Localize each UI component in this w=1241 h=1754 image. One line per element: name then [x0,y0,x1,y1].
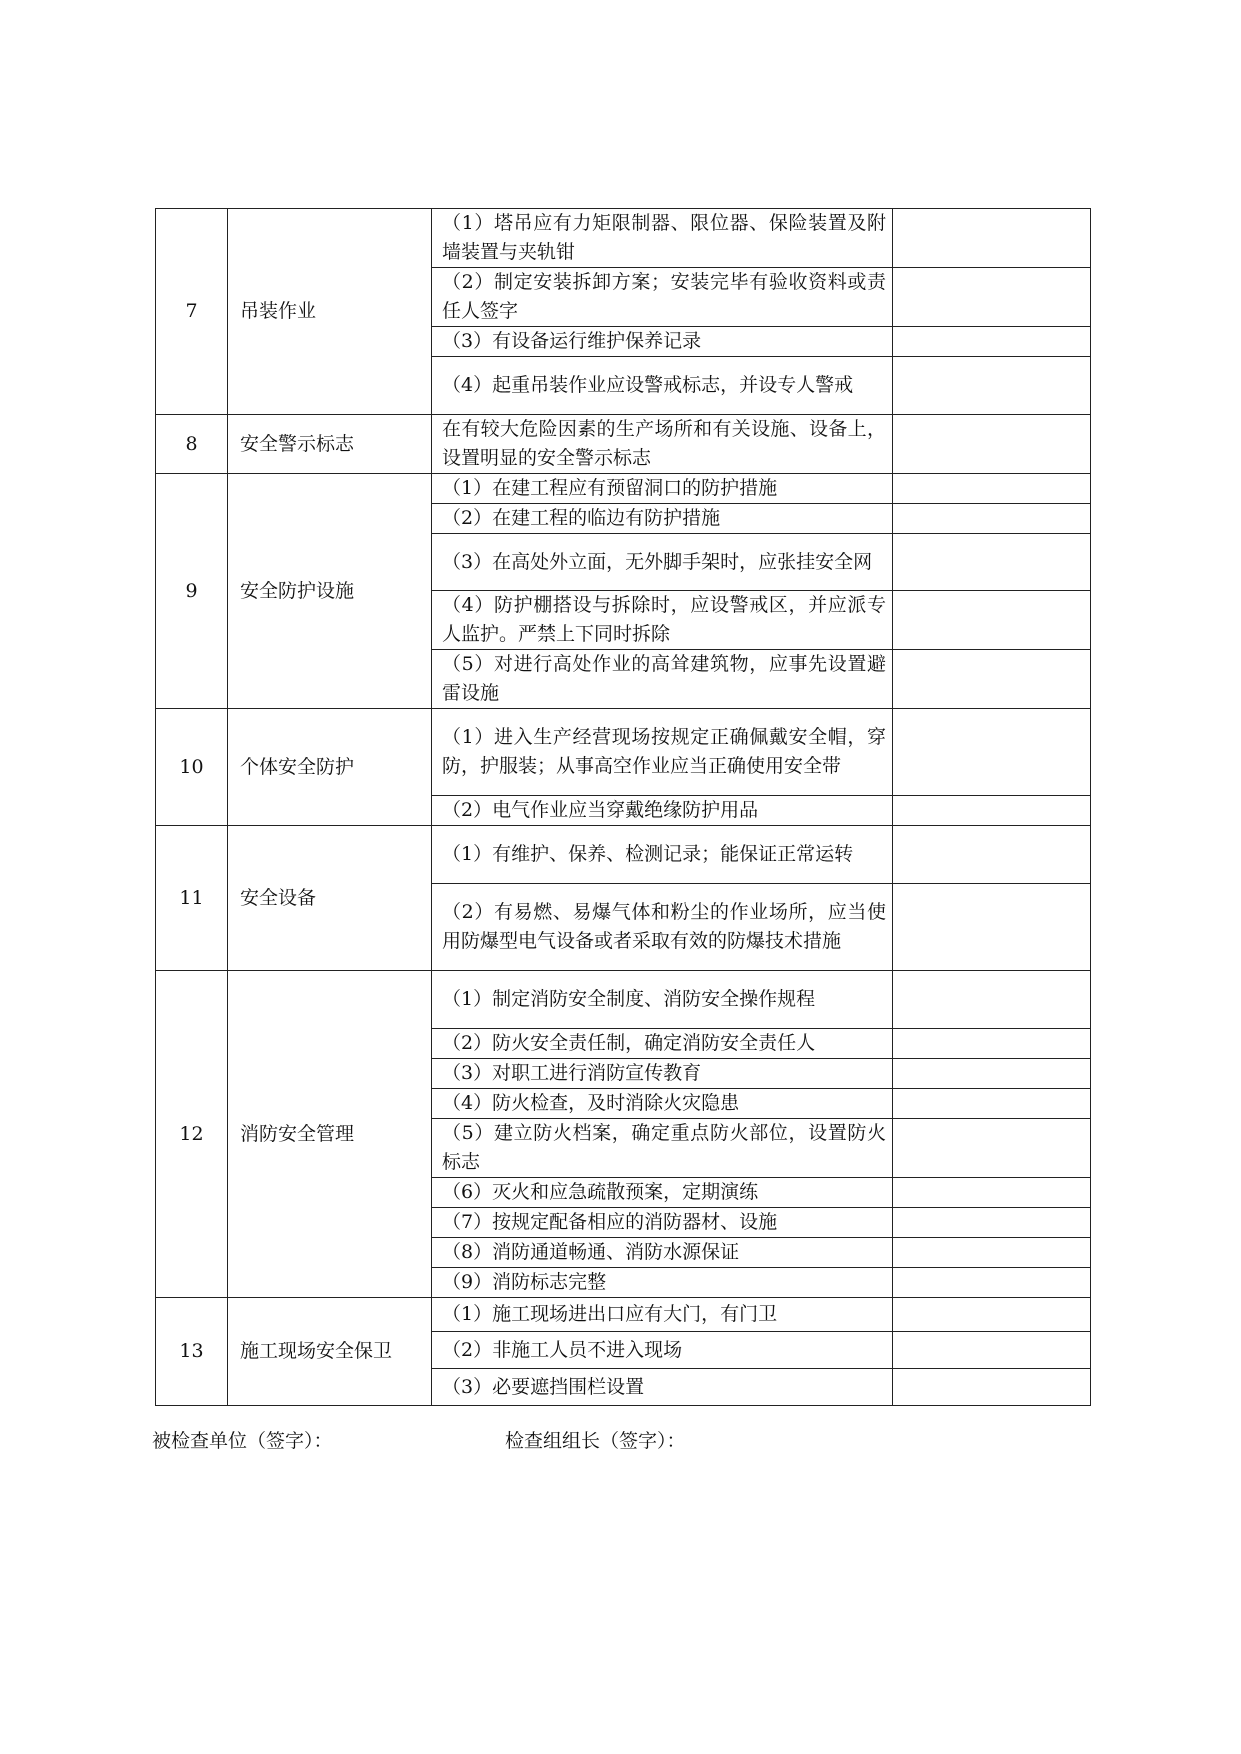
result-cell[interactable] [893,1268,1091,1298]
result-cell[interactable] [893,1029,1091,1059]
requirement-item: 在有较大危险因素的生产场所和有关设施、设备上，设置明显的安全警示标志 [432,415,893,474]
section-number: 8 [156,415,228,474]
table-row [156,709,1091,796]
result-cell[interactable] [893,357,1091,415]
result-cell[interactable] [893,796,1091,826]
requirement-item: （2）在建工程的临边有防护措施 [432,504,893,534]
inspected-unit-signature-label: 被检查单位（签字）： [152,1430,333,1452]
section-name: 安全设备 [228,826,432,971]
result-cell[interactable] [893,1059,1091,1089]
table-row [156,474,1091,504]
requirement-item: （3）在高处外立面，无外脚手架时，应张挂安全网 [432,534,893,591]
requirement-item: （1）施工现场进出口应有大门，有门卫 [432,1298,893,1332]
section-number: 12 [156,971,228,1298]
requirement-item: （1）有维护、保养、检测记录；能保证正常运转 [432,826,893,884]
section-name: 吊装作业 [228,209,432,415]
requirement-item: （1）进入生产经营现场按规定正确佩戴安全帽，穿防，护服装；从事高空作业应当正确使用安全带 [432,709,893,796]
requirement-item: （2）有易燃、易爆气体和粉尘的作业场所，应当使用防爆型电气设备或者采取有效的防爆技术措施 [432,884,893,971]
result-cell[interactable] [893,504,1091,534]
requirement-item: （5）建立防火档案，确定重点防火部位，设置防火标志 [432,1119,893,1178]
result-cell[interactable] [893,826,1091,884]
requirement-item: （7）按规定配备相应的消防器材、设施 [432,1208,893,1238]
result-cell[interactable] [893,1208,1091,1238]
requirement-item: （1）在建工程应有预留洞口的防护措施 [432,474,893,504]
result-cell[interactable] [893,327,1091,357]
result-cell[interactable] [893,1238,1091,1268]
requirement-item: （1）制定消防安全制度、消防安全操作规程 [432,971,893,1029]
result-cell[interactable] [893,971,1091,1029]
result-cell[interactable] [893,1298,1091,1332]
section-number: 11 [156,826,228,971]
requirement-item: （4）防火检查，及时消除火灾隐患 [432,1089,893,1119]
section-number: 13 [156,1298,228,1406]
result-cell[interactable] [893,709,1091,796]
inspection-checklist-table [155,208,1091,1406]
result-cell[interactable] [893,534,1091,591]
result-cell[interactable] [893,1369,1091,1406]
requirement-item: （2）制定安装拆卸方案；安装完毕有验收资料或责任人签字 [432,268,893,327]
requirement-item: （4）起重吊装作业应设警戒标志，并设专人警戒 [432,357,893,415]
requirement-item: （5）对进行高处作业的高耸建筑物，应事先设置避雷设施 [432,650,893,709]
result-cell[interactable] [893,1119,1091,1178]
result-cell[interactable] [893,415,1091,474]
result-cell[interactable] [893,209,1091,268]
requirement-item: （3）必要遮挡围栏设置 [432,1369,893,1406]
requirement-item: （4）防护棚搭设与拆除时，应设警戒区，并应派专人监护。严禁上下同时拆除 [432,591,893,650]
table-row [156,415,1091,474]
requirement-item: （2）电气作业应当穿戴绝缘防护用品 [432,796,893,826]
result-cell[interactable] [893,884,1091,971]
result-cell[interactable] [893,268,1091,327]
requirement-item: （1）塔吊应有力矩限制器、限位器、保险装置及附墙装置与夹轨钳 [432,209,893,268]
requirement-item: （6）灭火和应急疏散预案，定期演练 [432,1178,893,1208]
table-row [156,209,1091,268]
section-number: 10 [156,709,228,826]
result-cell[interactable] [893,591,1091,650]
result-cell[interactable] [893,1089,1091,1119]
requirement-item: （2）防火安全责任制，确定消防安全责任人 [432,1029,893,1059]
section-name: 安全防护设施 [228,474,432,709]
section-name: 施工现场安全保卫 [228,1298,432,1406]
result-cell[interactable] [893,1178,1091,1208]
requirement-item: （9）消防标志完整 [432,1268,893,1298]
requirement-item: （2）非施工人员不进入现场 [432,1332,893,1369]
section-number: 7 [156,209,228,415]
result-cell[interactable] [893,650,1091,709]
section-number: 9 [156,474,228,709]
requirement-item: （3）对职工进行消防宣传教育 [432,1059,893,1089]
section-name: 个体安全防护 [228,709,432,826]
requirement-item: （3）有设备运行维护保养记录 [432,327,893,357]
table-row [156,1298,1091,1332]
table-row [156,971,1091,1029]
inspection-group-leader-signature-label: 检查组组长（签字）： [505,1430,686,1452]
result-cell[interactable] [893,1332,1091,1369]
checklist-body [156,209,1091,1406]
section-name: 消防安全管理 [228,971,432,1298]
result-cell[interactable] [893,474,1091,504]
section-name: 安全警示标志 [228,415,432,474]
table-row [156,826,1091,884]
requirement-item: （8）消防通道畅通、消防水源保证 [432,1238,893,1268]
